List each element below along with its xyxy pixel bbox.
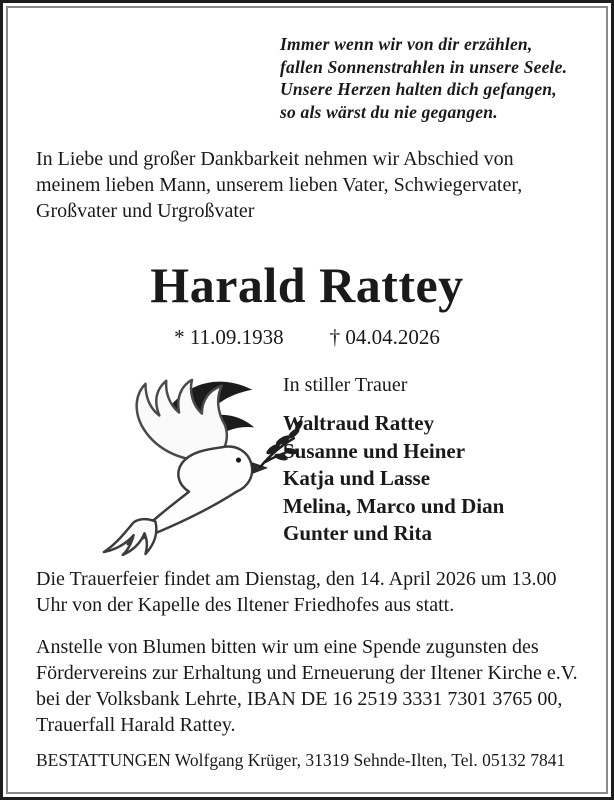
- funeral-home-info: BESTATTUNGEN Wolfgang Krüger, 31319 Sehnde-Ilten, Tel. 05132 7841: [36, 750, 566, 770]
- poem-line: Unsere Herzen halten dich gefangen,: [280, 79, 557, 99]
- mourner-name: Katja und Lasse: [283, 466, 431, 490]
- poem-line: Immer wenn wir von dir erzählen,: [280, 34, 533, 54]
- funeral-info: Die Trauerfeier findet am Dienstag, den 14. April 2026 um 13.00 Uhr von der Kapelle des Iltener Friedhofes aus statt.: [36, 568, 557, 616]
- birth-date: * 11.09.1938: [174, 325, 284, 349]
- mourning-section: [283, 374, 504, 548]
- mourner-name: Waltraud Rattey: [283, 411, 435, 435]
- death-date: † 04.04.2026: [329, 325, 440, 349]
- life-dates: [0, 325, 614, 350]
- mourner-name: Gunter und Rita: [283, 521, 432, 545]
- mourner-name: Susanne und Heiner: [283, 438, 466, 463]
- dove-olive-branch-icon: [72, 368, 310, 556]
- poem: [280, 33, 567, 123]
- poem-line: fallen Sonnenstrahlen in unsere Seele.: [280, 56, 568, 77]
- donation-info: Anstelle von Blumen bitten wir um eine Spende zugunsten des Fördervereins zur Erhaltung und Erneuerung der Iltener Kirche e.V. bei der Volksbank Lehrte, IBAN DE 16 2519 3331 7301 3765 00, Trauerfall Harald Rattey.: [36, 636, 578, 736]
- mourner-name: Melina, Marco und Dian: [283, 493, 505, 518]
- deceased-name: Harald Rattey: [150, 257, 464, 313]
- poem-line: so als wärst du nie gegangen.: [280, 101, 498, 122]
- intro-text: In Liebe und großer Dankbarkeit nehmen wir Abschied von meinem lieben Mann, unserem lieben Vater, Schwiegervater, Großvater und Urgroßvater: [36, 148, 523, 222]
- mourning-label: In stiller Trauer: [283, 374, 408, 396]
